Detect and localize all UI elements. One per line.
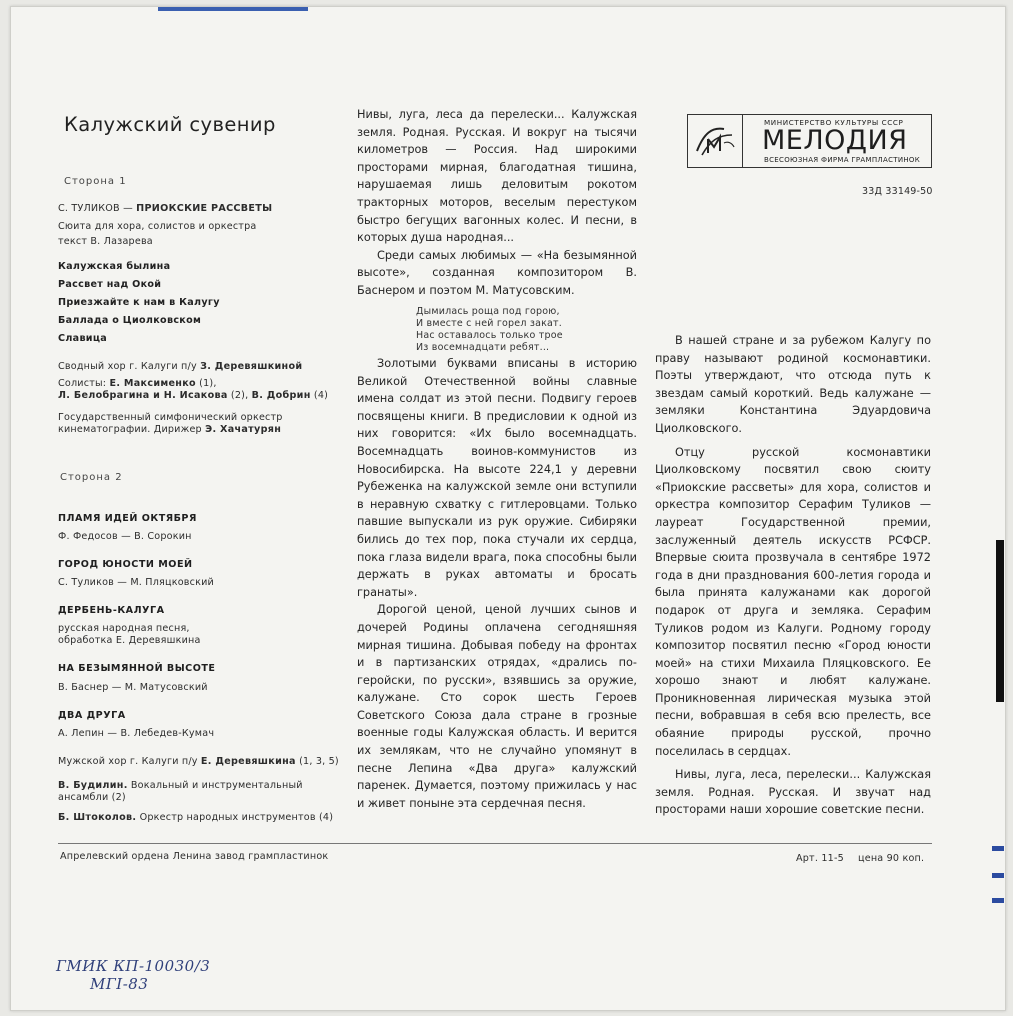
- catalog-number: 33Д 33149-50: [862, 186, 933, 197]
- side1-composer: С. ТУЛИКОВ —: [58, 203, 133, 214]
- paragraph: Нивы, луга, леса, перелески... Калужская земля. Родная. Русская. И звучат над просторами наши хорошие советские песни.: [655, 768, 931, 817]
- song-title: НА БЕЗЫМЯННОЙ ВЫСОТЕ: [58, 663, 216, 674]
- side1-label: Сторона 1: [64, 176, 127, 187]
- footer-rule: [58, 843, 932, 844]
- side1-suite-title: ПРИОКСКИЕ РАССВЕТЫ: [136, 203, 273, 214]
- choir-conductor: З. Деревяшкиной: [200, 361, 303, 372]
- side1-composer-line: [58, 203, 272, 215]
- logo-divider: [742, 115, 743, 167]
- side1-suite-desc: Сюита для хора, солистов и оркестра: [58, 221, 257, 232]
- melodiya-emblem-icon: [694, 121, 736, 161]
- song-credit: А. Лепин — В. Лебедев-Кумач: [58, 728, 215, 739]
- logo-name-text: МЕЛОДИЯ: [762, 125, 908, 156]
- poem-quote: [416, 306, 563, 354]
- song-title: ДЕРБЕНЬ-КАЛУГА: [58, 605, 165, 616]
- footer-article: Арт. 11-5: [796, 853, 844, 864]
- side2-performers-2: [58, 780, 303, 792]
- handwritten-inventory-1: ГМИК КП-10030/3: [56, 957, 211, 975]
- soloist-name: В. Добрин: [251, 390, 311, 401]
- song-credit: Ф. Федосов — В. Сорокин: [58, 531, 192, 542]
- side1-soloists-2: [58, 390, 328, 402]
- paragraph: Золотыми буквами вписаны в историю Великой Отечественной войны славные имена солдат из этой песни. Подвигу героев посвящены книги. В предисловии к одной из них говорится: «Их было восемнадцать. Восемнадцать воинов-коммунистов из Новосибирска. На высоте 224,1 у деревни Рубеженка на калужской земле они вступили в неравную схватку с гитлеровцами. Только павшие выпускали из рук оружие. Сибиряки бились до тех пор, пока стучали их сердца, пока глаза видели врага, пока способны были держать в руках автоматы и бросать гранаты».: [357, 357, 637, 599]
- edge-mark: [992, 898, 1004, 903]
- paragraph: Среди самых любимых — «На безымянной высоте», созданная композитором В. Баснером и поэтом М. Матусовским.: [357, 248, 637, 297]
- song-credit: обработка Е. Деревяшкина: [58, 635, 201, 646]
- poem-line: Из восемнадцати ребят...: [416, 341, 550, 353]
- poem-line: И вместе с ней горел закат.: [416, 317, 563, 329]
- side1-choir: [58, 361, 302, 373]
- soloist-name: Л. Белобрагина и Н. Исакова: [58, 390, 228, 401]
- song-credit: В. Баснер — М. Матусовский: [58, 682, 208, 693]
- soloist-track: (4): [310, 390, 329, 401]
- track-item: Славица: [58, 333, 108, 344]
- logo-company-text: ВСЕСОЮЗНАЯ ФИРМА ГРАМПЛАСТИНОК: [764, 156, 921, 164]
- track-item: Рассвет над Окой: [58, 279, 162, 290]
- side1-track-list: [58, 258, 220, 348]
- performer-name: Е. Деревяшкина: [200, 756, 296, 767]
- handwritten-inventory-2: МГI-83: [90, 975, 149, 993]
- soloist-track: (1),: [195, 378, 217, 389]
- paragraph: Нивы, луга, леса да перелески... Калужская земля. Родная. Русская. И вокруг на тысячи километров — Россия. Над широкими просторами мирная, благодатная тишина, нарушаемая лишь деловитым рокотом тракторных моторов, веселым перестуком быстро бегущих вагонных колес. И песни, в которых душа народная...: [357, 108, 637, 245]
- performer-name: Б. Штоколов.: [58, 812, 137, 823]
- orchestra-conductor: Э. Хачатурян: [205, 424, 282, 435]
- logo-ministry-text: МИНИСТЕРСТВО КУЛЬТУРЫ СССР: [764, 118, 904, 127]
- performer-text: Мужской хор г. Калуги п/у: [58, 756, 201, 767]
- song-title: ПЛАМЯ ИДЕЙ ОКТЯБРЯ: [58, 513, 197, 524]
- album-title: Калужский сувенир: [64, 113, 276, 136]
- performer-text: Вокальный и инструментальный: [127, 780, 303, 791]
- side2-performers-2b: ансамбли (2): [58, 792, 126, 803]
- column2-text-bottom: [357, 355, 637, 812]
- top-edge-mark: [158, 7, 308, 11]
- paragraph: Отцу русской космонавтики Циолковскому посвятил свою сюиту «Приокские рассветы» для хора, солистов и оркестра композитор Серафим Туликов — лауреат Государственной премии, заслуженный деятель искусств РСФСР. Впервые сюита прозвучала в сентябре 1972 года в дни празднования 600-летия города и была принята калужанами как дорогой подарок от друга и земляка. Серафим Туликов родом из Калуги. Родному городу композитор посвятил песню «Город юности моей» на стихи Михаила Пляцковского. Ее хорошо знают и любят калужане. Проникновенная лирическая музыка этой песни, вобравшая в себя всю прелесть, все обаяние природы русской, прочно поселилась в сердцах.: [655, 445, 931, 758]
- side2-label: Сторона 2: [60, 472, 123, 483]
- footer-plant: Апрелевский ордена Ленина завод грампластинок: [60, 851, 329, 862]
- soloist-name: Е. Максименко: [109, 378, 196, 389]
- soloists-label: Солисты:: [58, 378, 110, 389]
- poem-line: Дымилась роща под горою,: [416, 306, 560, 317]
- performer-text: Оркестр народных инструментов (4): [136, 812, 334, 823]
- song-credit: С. Туликов — М. Пляцковский: [58, 577, 214, 588]
- track-item: Калужская былина: [58, 261, 171, 272]
- column3-text: [655, 332, 931, 819]
- side1-soloists: [58, 378, 217, 390]
- side1-lyrics: текст В. Лазарева: [58, 236, 153, 247]
- performer-name: В. Будилин.: [58, 780, 128, 791]
- song-title: ДВА ДРУГА: [58, 710, 126, 721]
- song-credit: русская народная песня,: [58, 623, 190, 634]
- melodiya-logo: [687, 114, 932, 168]
- track-item: Баллада о Циолковском: [58, 315, 202, 326]
- orchestra-conductor-label: кинематографии. Дирижер: [58, 424, 206, 435]
- side2-performers-1: [58, 756, 339, 768]
- song-title: ГОРОД ЮНОСТИ МОЕЙ: [58, 559, 193, 570]
- poem-line: Нас оставалось только трое: [416, 329, 563, 341]
- side2-performers-3: [58, 812, 333, 824]
- edge-mark: [992, 873, 1004, 878]
- orchestra-text: Государственный симфонический оркестр: [58, 412, 283, 423]
- side1-orchestra: [58, 412, 283, 436]
- sleeve-edge-tape: [996, 540, 1004, 702]
- paragraph: В нашей стране и за рубежом Калугу по праву называют родиной космонавтики. Поэты утверждают, что отсюда путь к звездам самый короткий. Ведь калужане — земляки Константина Эдуардовича Циолковского.: [655, 334, 931, 435]
- footer-price: цена 90 коп.: [858, 853, 925, 864]
- column2-text-top: [357, 106, 637, 300]
- track-item: Приезжайте к нам в Калугу: [58, 297, 220, 308]
- paragraph: Дорогой ценой, ценой лучших сынов и дочерей Родины оплачена сегодняшняя мирная тишина. Добывая победу на фронтах и в партизанских отрядах, «дрались по-геройски, по русски», взявшись за оружие, калужане. Сто сорок шесть Героев Советского Союза дала стране в грозные военные годы Калужская область. И верится их землякам, что не случайно упомянут в песне Лепина «Два друга» калужский паренек. Думается, поэтому прижилась у нас и живет поныне эта сердечная песня.: [357, 603, 637, 810]
- performer-tracks: (1, 3, 5): [295, 756, 339, 767]
- edge-mark: [992, 846, 1004, 851]
- choir-text: Сводный хор г. Калуги п/у: [58, 361, 201, 372]
- soloist-track: (2),: [227, 390, 252, 401]
